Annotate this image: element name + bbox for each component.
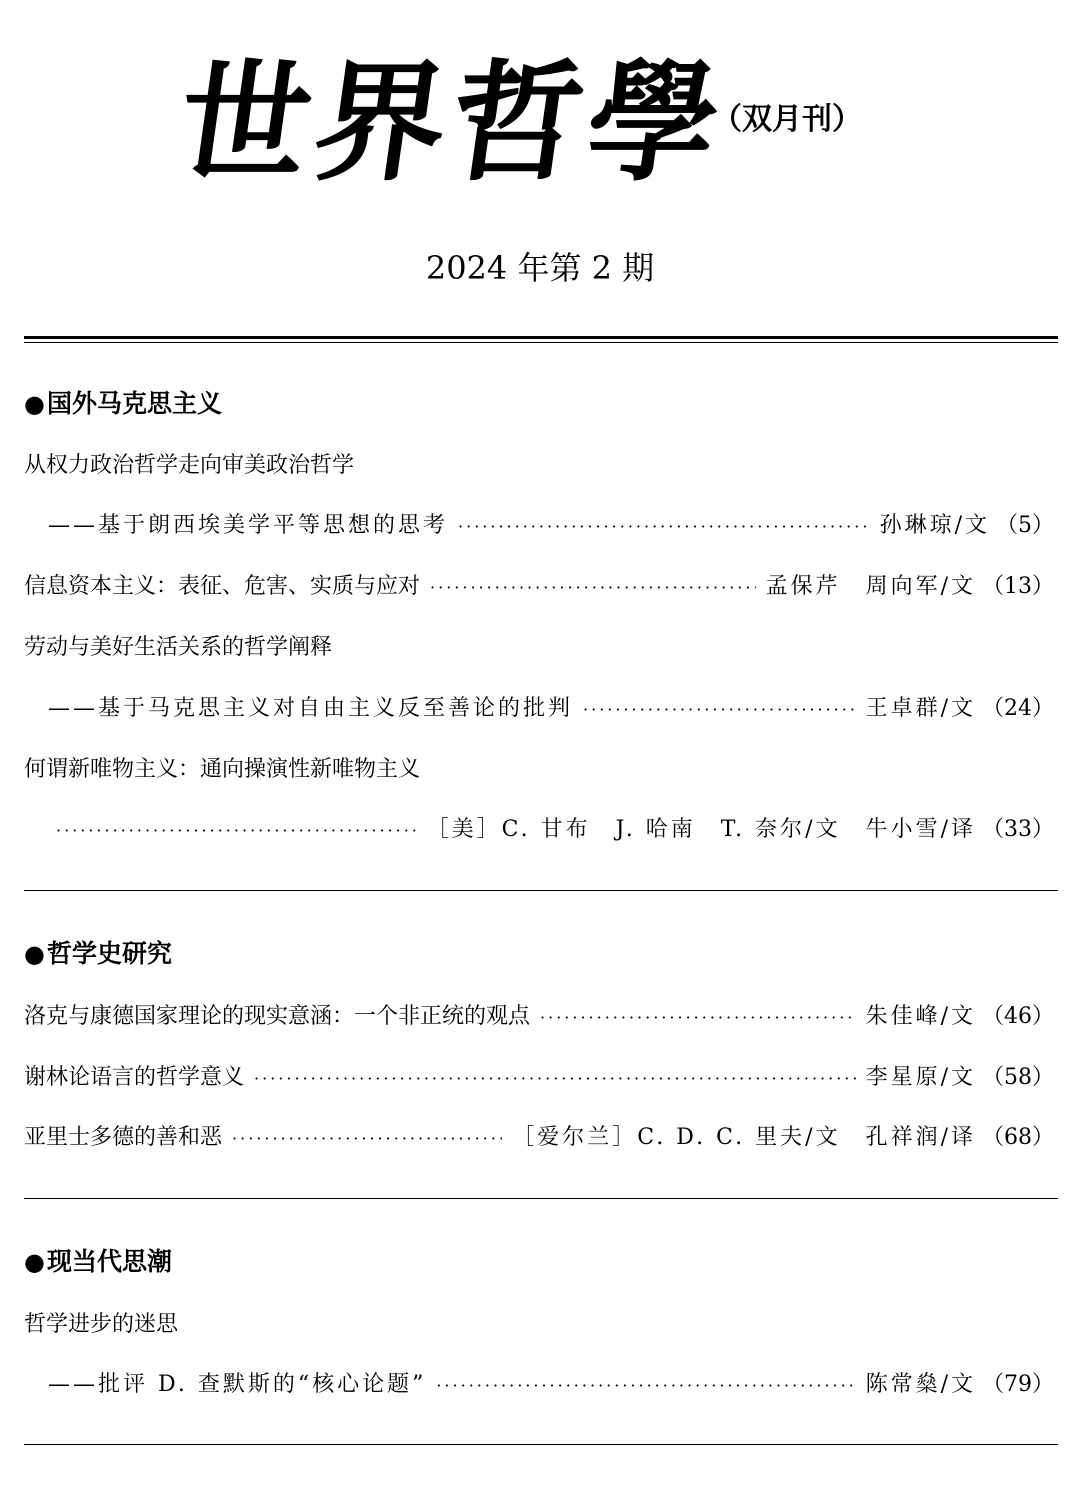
toc-entry-title[interactable] <box>24 630 1054 666</box>
entry-author: 陈常燊/文 <box>865 1372 976 1397</box>
toc-entry-title[interactable] <box>24 448 1054 484</box>
entry-page: （13） <box>982 574 1054 599</box>
entry-author: 朱佳峰/文 <box>865 1004 976 1029</box>
black-circle-icon: ● <box>24 390 45 418</box>
entry-author: 李星原/文 <box>865 1065 976 1090</box>
entry-author: 孙琳琼/文 <box>879 513 990 538</box>
toc-entry[interactable] <box>24 1060 1054 1097</box>
leader-dots <box>56 813 417 849</box>
entry-author: ［爱尔兰］C. D. C. 里夫/文 孔祥润/译 <box>512 1125 976 1150</box>
entry-title: 谢林论语言的哲学意义 <box>24 1065 245 1090</box>
entry-title: 劳动与美好生活关系的哲学阐释 <box>24 635 333 660</box>
leader-dots <box>430 570 756 606</box>
entry-subtitle: ——基于马克思主义对自由主义反至善论的批判 <box>48 696 574 721</box>
section-divider <box>24 1444 1058 1445</box>
masthead <box>0 0 1080 320</box>
toc-entry[interactable] <box>48 691 1054 728</box>
journal-title-logo: 世界哲學 <box>169 46 735 199</box>
toc-entry[interactable] <box>24 999 1054 1036</box>
entry-subtitle: ——批评 D. 查默斯的“核心论题” <box>48 1372 427 1397</box>
leader-dots <box>583 692 856 728</box>
leader-dots <box>254 1061 856 1097</box>
entry-author: 王卓群/文 <box>865 696 976 721</box>
entry-page: （24） <box>982 696 1054 721</box>
journal-frequency: （双月刊） <box>712 102 862 137</box>
entry-author: ［美］C. 甘布 J. 哈南 T. 奈尔/文 牛小雪/译 <box>426 817 976 842</box>
leader-dots <box>458 509 870 545</box>
entry-title: 洛克与康德国家理论的现实意涵：一个非正统的观点 <box>24 1004 531 1029</box>
entry-title: 何谓新唯物主义：通向操演性新唯物主义 <box>24 757 421 782</box>
entry-page: （79） <box>982 1372 1054 1397</box>
entry-page: （46） <box>982 1004 1054 1029</box>
toc-entry[interactable] <box>48 508 1054 545</box>
section-title-text: 现当代思潮 <box>46 1247 172 1276</box>
leader-dots <box>436 1368 855 1404</box>
section-title-text: 国外马克思主义 <box>46 389 222 418</box>
header-double-rule <box>24 336 1058 343</box>
entry-page: （68） <box>982 1125 1054 1150</box>
entry-title: 亚里士多德的善和恶 <box>24 1125 223 1150</box>
section-divider <box>24 890 1058 891</box>
entry-title: 从权力政治哲学走向审美政治哲学 <box>24 453 355 478</box>
black-circle-icon: ● <box>24 940 45 968</box>
section-title-text: 哲学史研究 <box>46 939 172 968</box>
entry-page: （58） <box>982 1065 1054 1090</box>
entry-author: 孟保芹 周向军/文 <box>765 574 976 599</box>
leader-dots <box>232 1121 502 1157</box>
entry-title: 哲学进步的迷思 <box>24 1312 179 1337</box>
black-circle-icon: ● <box>24 1248 45 1276</box>
leader-dots <box>540 1000 856 1036</box>
entry-subtitle: ——基于朗西埃美学平等思想的思考 <box>48 513 449 538</box>
entry-page: （5） <box>996 513 1054 538</box>
toc-entry-title[interactable] <box>24 1307 1054 1343</box>
section-title-foreign-marxism <box>24 386 222 422</box>
toc-entry[interactable] <box>24 569 1054 606</box>
entry-title: 信息资本主义：表征、危害、实质与应对 <box>24 574 421 599</box>
toc-entry[interactable] <box>56 812 1054 849</box>
toc-entry[interactable] <box>24 1120 1054 1157</box>
issue-number: 2024 年第 2 期 <box>425 249 655 287</box>
toc-entry[interactable] <box>48 1367 1054 1404</box>
section-divider <box>24 1198 1058 1199</box>
toc-entry-title[interactable] <box>24 752 1054 788</box>
entry-page: （33） <box>982 817 1054 842</box>
section-title-contemporary-thought <box>24 1244 172 1280</box>
section-title-history-of-philosophy <box>24 936 172 972</box>
